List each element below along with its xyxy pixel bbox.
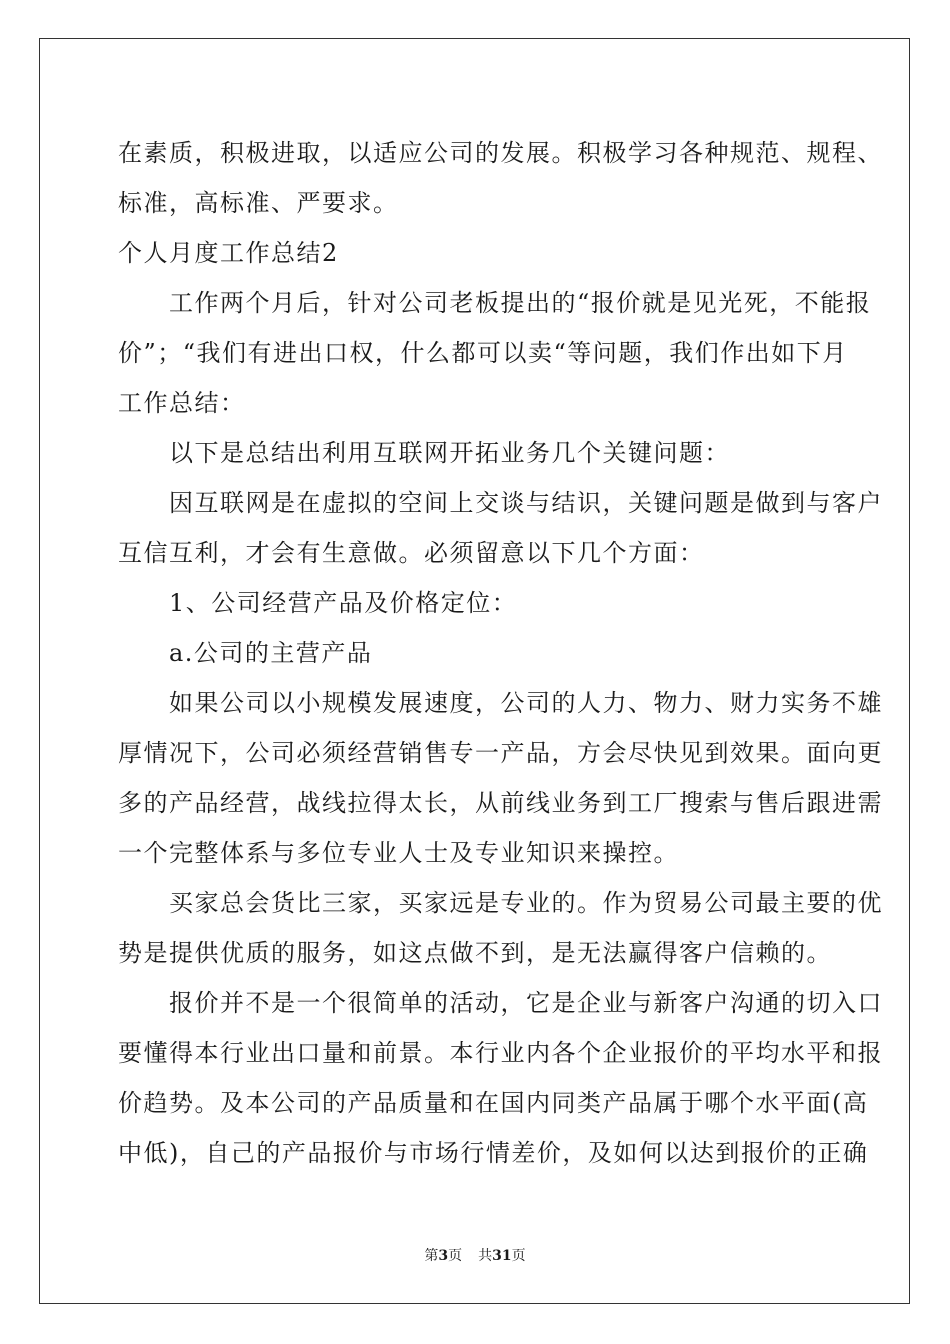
text-line: 以下是总结出利用互联网开拓业务几个关键问题：: [118, 439, 730, 467]
page-footer: [0, 1246, 950, 1266]
total-prefix: 共: [478, 1248, 493, 1264]
text-line: 在素质，积极进取，以适应公司的发展。积极学习各种规范、规程、: [118, 139, 883, 167]
total-page-number: 31: [492, 1248, 512, 1264]
text-line: 互信互利，才会有生意做。必须留意以下几个方面：: [118, 539, 705, 567]
section-heading: 个人月度工作总结2: [118, 239, 339, 267]
text-line: 工作两个月后，针对公司老板提出的“报价就是见光死，不能报: [118, 289, 872, 317]
page-unit: 页: [448, 1248, 463, 1264]
text-line: 1、公司经营产品及价格定位：: [118, 589, 518, 617]
text-line: 因互联网是在虚拟的空间上交谈与结识，关键问题是做到与客户: [118, 489, 883, 517]
text-line: 势是提供优质的服务，如这点做不到，是无法赢得客户信赖的。: [118, 939, 832, 967]
text-line: 如果公司以小规模发展速度，公司的人力、物力、财力实务不雄: [118, 689, 883, 717]
document-body: [118, 128, 883, 1178]
page-prefix: 第: [424, 1248, 439, 1264]
text-line: 买家总会货比三家，买家远是专业的。作为贸易公司最主要的优: [118, 889, 883, 917]
text-line: 多的产品经营，战线拉得太长，从前线业务到工厂搜索与售后跟进需: [118, 789, 883, 817]
text-line: a.公司的主营产品: [118, 639, 373, 667]
text-line: 价”；“我们有进出口权，什么都可以卖“等问题，我们作出如下月: [118, 339, 848, 367]
text-line: 价趋势。及本公司的产品质量和在国内同类产品属于哪个水平面(高: [118, 1089, 869, 1117]
text-line: 报价并不是一个很简单的活动，它是企业与新客户沟通的切入口: [118, 989, 883, 1017]
text-line: 一个完整体系与多位专业人士及专业知识来操控。: [118, 839, 679, 867]
text-line: 要懂得本行业出口量和前景。本行业内各个企业报价的平均水平和报: [118, 1039, 883, 1067]
current-page-number: 3: [438, 1248, 449, 1264]
text-line: 厚情况下，公司必须经营销售专一产品，方会尽快见到效果。面向更: [118, 739, 883, 767]
text-line: 标准，高标准、严要求。: [118, 189, 399, 217]
total-unit: 页: [511, 1248, 526, 1264]
text-line: 中低)，自己的产品报价与市场行情差价，及如何以达到报价的正确: [118, 1139, 869, 1167]
text-line: 工作总结：: [118, 389, 246, 417]
